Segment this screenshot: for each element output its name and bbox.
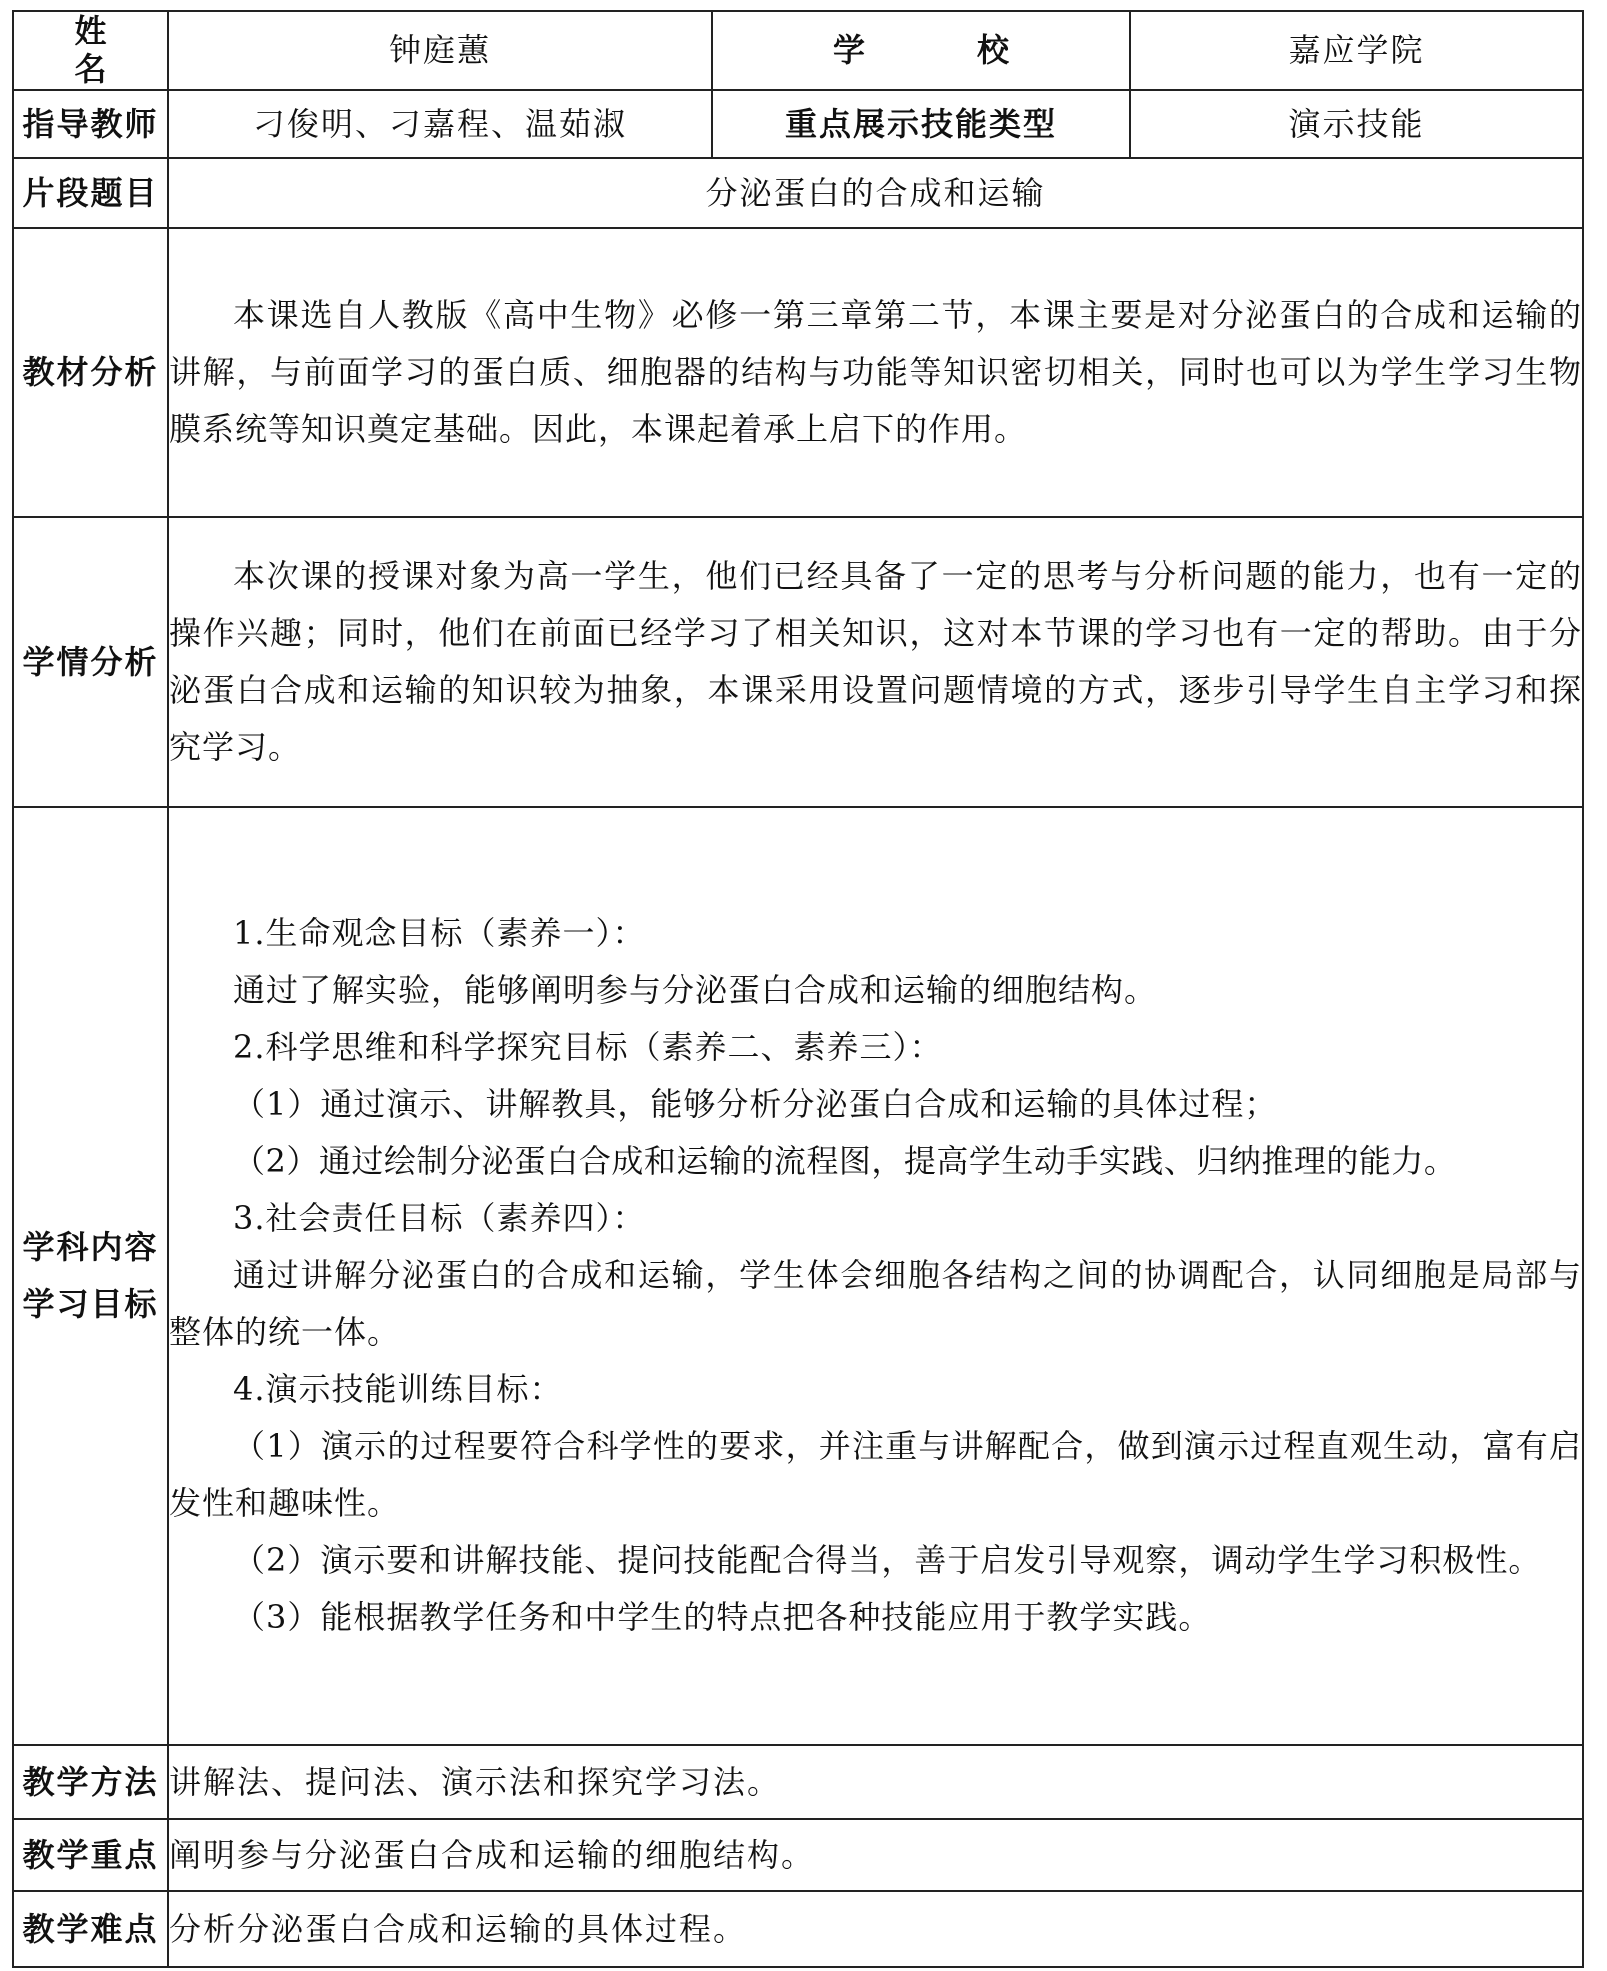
textbook-analysis-cell	[168, 228, 1583, 517]
key-point-label: 教学重点	[13, 1819, 168, 1891]
difficulty-value: 分析分泌蛋白合成和运输的具体过程。	[168, 1891, 1583, 1967]
lesson-plan-table	[12, 10, 1584, 1968]
objective-item: 通过讲解分泌蛋白的合成和运输，学生体会细胞各结构之间的协调配合，认同细胞是局部与整体的统一体。	[169, 1256, 1582, 1352]
key-point-value: 阐明参与分泌蛋白合成和运输的细胞结构。	[168, 1819, 1583, 1891]
objective-item: （1）通过演示、讲解教具，能够分析分泌蛋白合成和运输的具体过程；	[233, 1085, 1278, 1124]
objective-item: 3.社会责任目标（素养四）：	[233, 1199, 646, 1238]
difficulty-label: 教学难点	[13, 1891, 168, 1967]
row-objectives	[13, 807, 1583, 1745]
textbook-analysis-text: 本课选自人教版《高中生物》必修一第三章第二节，本课主要是对分泌蛋白的合成和运输的讲解，与前面学习的蛋白质、细胞器的结构与功能等知识密切相关，同时也可以为学生学习生物膜系统等知识奠定基础。因此，本课起着承上启下的作用。	[169, 295, 1582, 448]
row-difficulty	[13, 1891, 1583, 1967]
student-analysis-label: 学情分析	[13, 517, 168, 807]
skill-type-label: 重点展示技能类型	[712, 90, 1130, 158]
methods-label: 教学方法	[13, 1745, 168, 1819]
objectives-label	[13, 807, 168, 1745]
textbook-analysis-label: 教材分析	[13, 228, 168, 517]
topic-label: 片段题目	[13, 158, 168, 228]
objectives-label-line1: 学科内容	[22, 1227, 159, 1266]
advisor-value: 刁俊明、刁嘉程、温茹淑	[168, 90, 712, 158]
advisor-label: 指导教师	[13, 90, 168, 158]
row-methods	[13, 1745, 1583, 1819]
school-label: 学 校	[712, 11, 1130, 90]
row-name-school	[13, 11, 1583, 90]
objective-item: 1.生命观念目标（素养一）：	[233, 914, 646, 953]
row-student-analysis	[13, 517, 1583, 807]
row-textbook-analysis	[13, 228, 1583, 517]
row-advisor-skill	[13, 90, 1583, 158]
student-analysis-text: 本次课的授课对象为高一学生，他们已经具备了一定的思考与分析问题的能力，也有一定的操作兴趣；同时，他们在前面已经学习了相关知识，这对本节课的学习也有一定的帮助。由于分泌蛋白合成和运输的知识较为抽象，本课采用设置问题情境的方式，逐步引导学生自主学习和探究学习。	[169, 556, 1582, 766]
objectives-cell	[168, 807, 1583, 1745]
objective-item: 4.演示技能训练目标：	[233, 1370, 563, 1409]
objective-item: （3）能根据教学任务和中学生的特点把各种技能应用于教学实践。	[233, 1598, 1212, 1637]
name-value: 钟庭蕙	[168, 11, 712, 90]
name-label: 姓 名	[13, 11, 168, 90]
methods-value: 讲解法、提问法、演示法和探究学习法。	[168, 1745, 1583, 1819]
objective-item: 2.科学思维和科学探究目标（素养二、素养三）：	[233, 1028, 943, 1067]
objective-item: （2）通过绘制分泌蛋白合成和运输的流程图，提高学生动手实践、归纳推理的能力。	[233, 1142, 1457, 1181]
objective-item: （1）演示的过程要符合科学性的要求，并注重与讲解配合，做到演示过程直观生动，富有启发性和趣味性。	[169, 1427, 1582, 1523]
student-analysis-cell	[168, 517, 1583, 807]
objective-item: （2）演示要和讲解技能、提问技能配合得当，善于启发引导观察，调动学生学习积极性。	[233, 1541, 1542, 1580]
objective-item: 通过了解实验，能够阐明参与分泌蛋白合成和运输的细胞结构。	[233, 971, 1158, 1010]
skill-type-value: 演示技能	[1130, 90, 1583, 158]
row-key-point	[13, 1819, 1583, 1891]
school-value: 嘉应学院	[1130, 11, 1583, 90]
objectives-label-line2: 学习目标	[22, 1284, 159, 1323]
row-topic	[13, 158, 1583, 228]
topic-value: 分泌蛋白的合成和运输	[168, 158, 1583, 228]
